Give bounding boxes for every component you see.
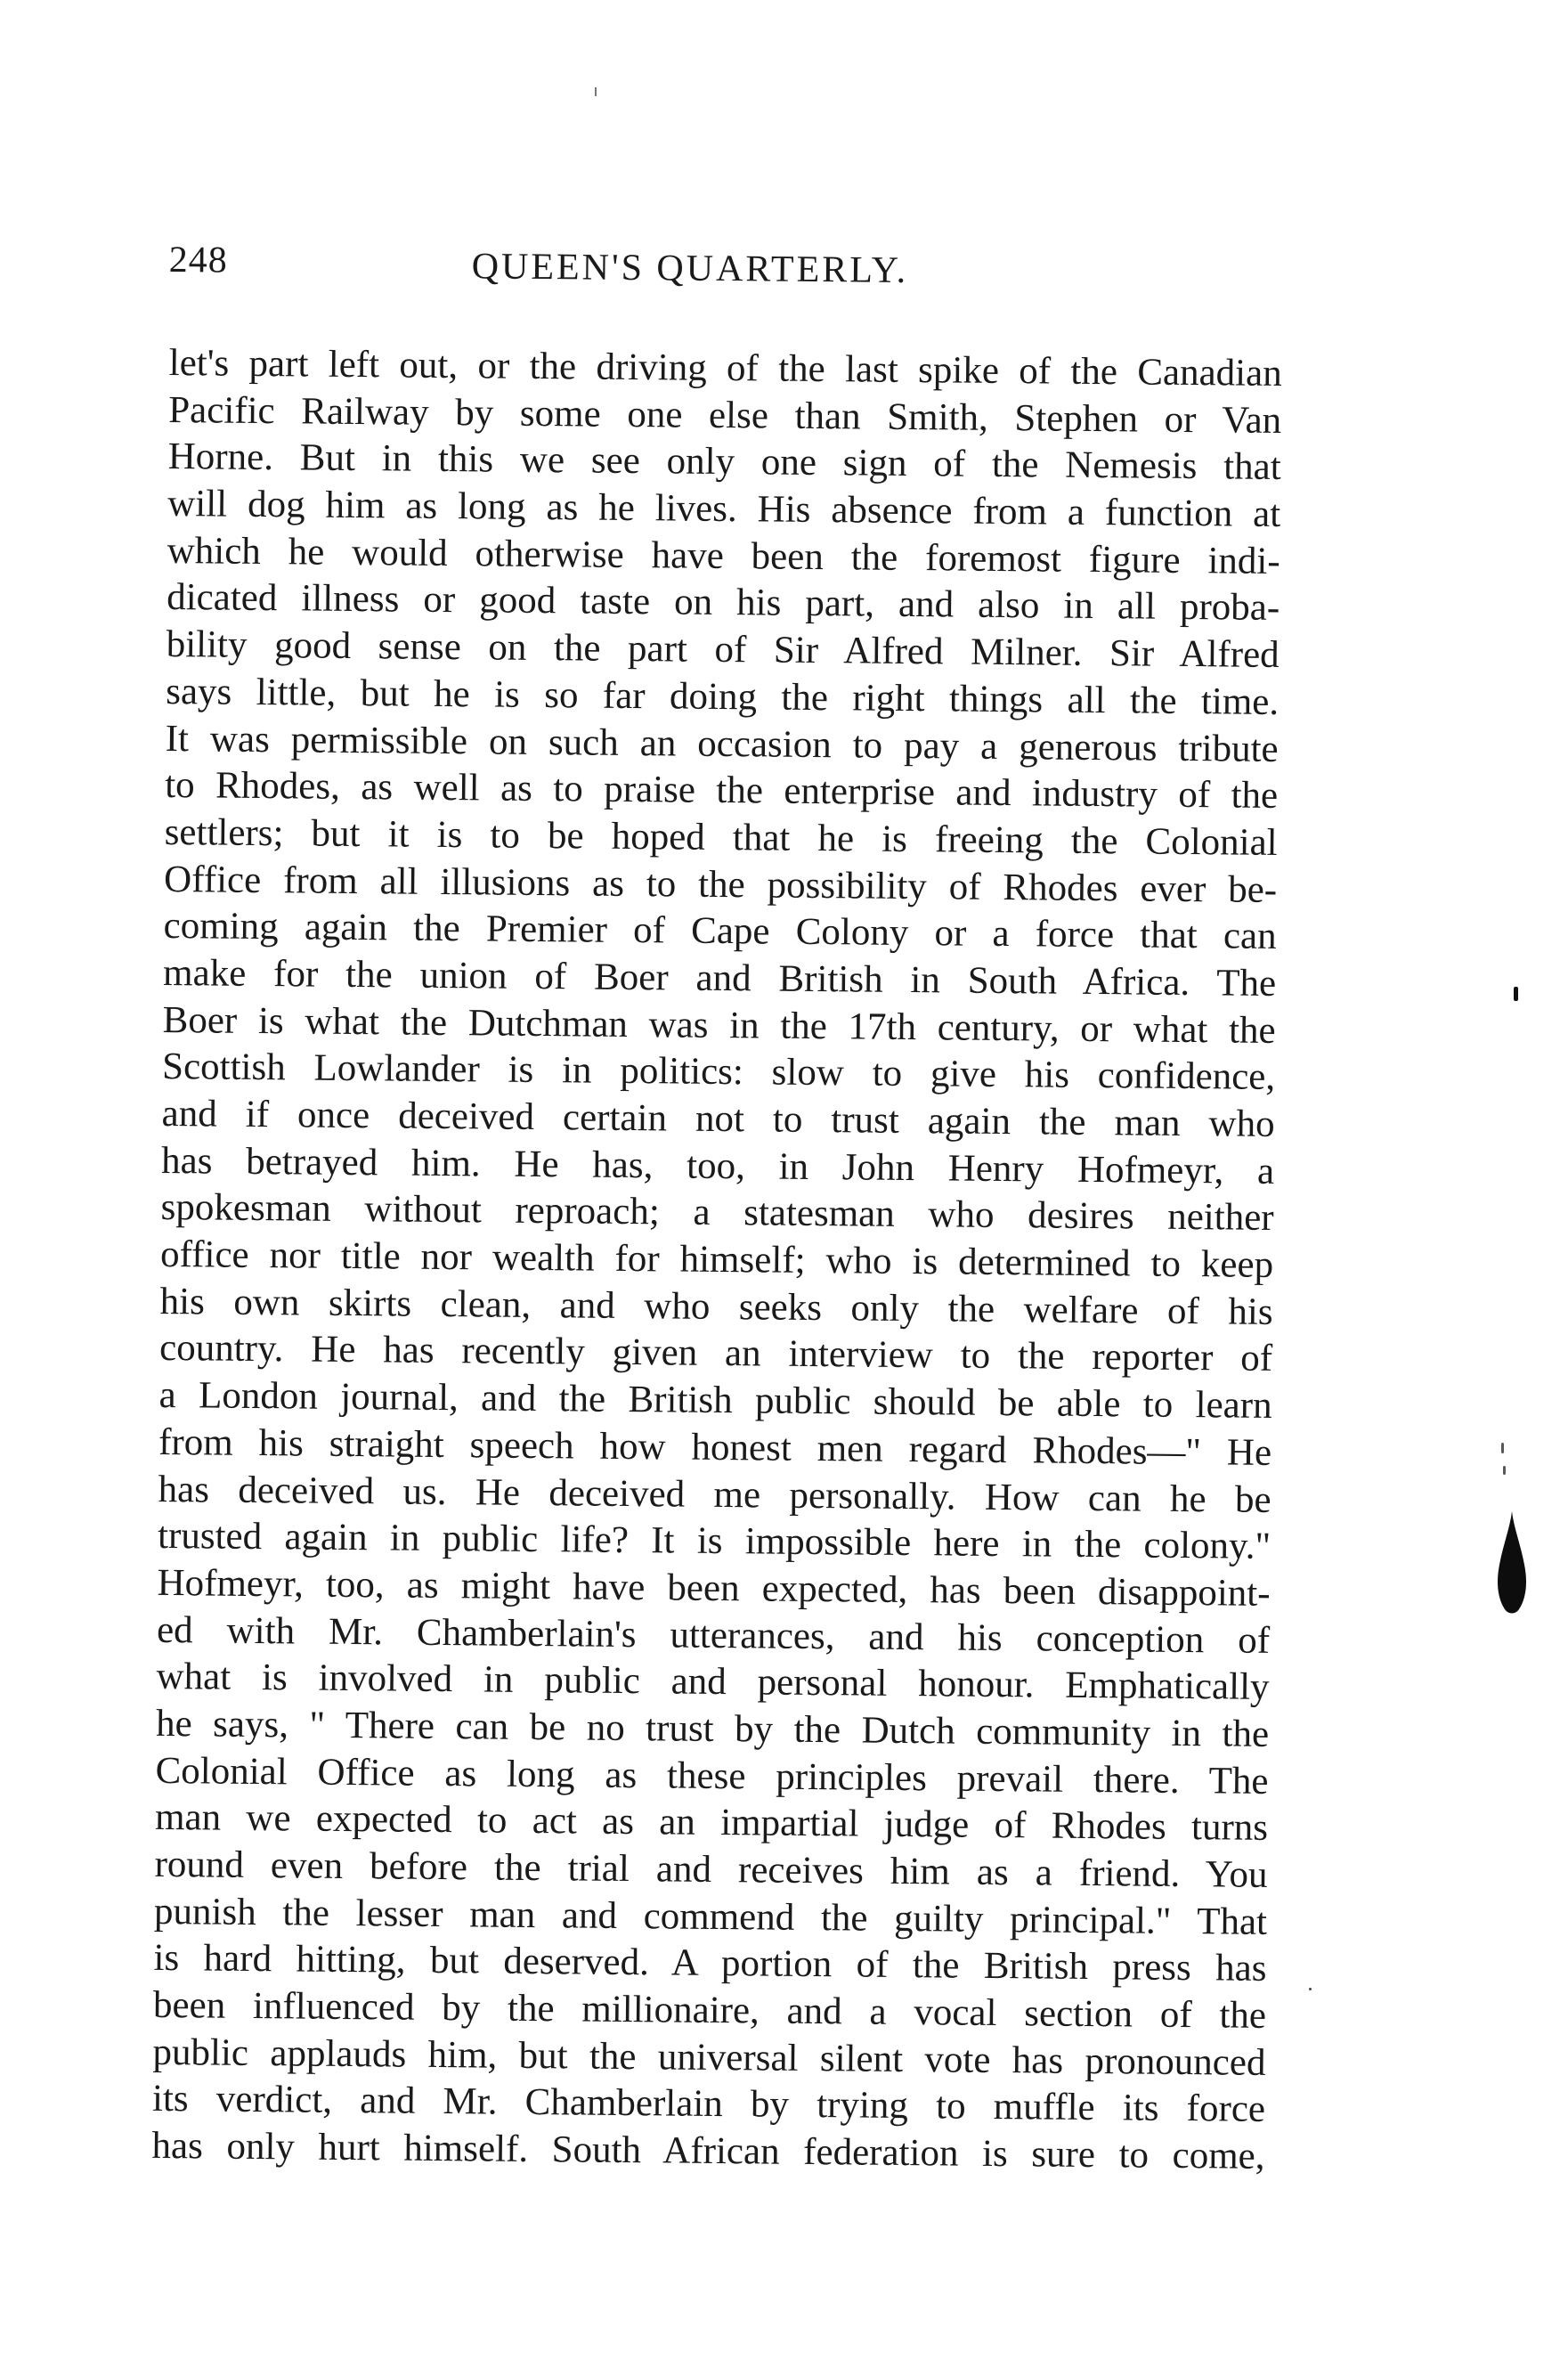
text-line: Scottish Lowlander is in politics: slow to give his confidence,: [161, 1046, 1276, 1099]
text-line: bility good sense on the part of Sir Alfred Milner. Sir Alfred: [166, 623, 1280, 677]
text-line: ed with Mr. Chamberlain's utterances, and his conception of: [156, 1608, 1271, 1662]
text-line: trusted again in public life? It is impossible here in the colony.": [157, 1515, 1271, 1568]
text-line: his own skirts clean, and who seeks only the welfare of his: [159, 1280, 1273, 1333]
scan-speck: [595, 87, 597, 96]
page-number: 248: [168, 239, 228, 281]
text-line: public applauds him, but the universal silent vote has pronounced: [152, 2030, 1266, 2084]
text-line: Boer is what the Dutchman was in the 17th century, or what the: [162, 998, 1276, 1052]
text-line: Hofmeyr, too, as might have been expected, has been disappoint-: [157, 1561, 1271, 1615]
text-line: let's part left out, or the driving of the last spike of the Canadian: [168, 341, 1282, 395]
text-line: been influenced by the millionaire, and a vocal section of the: [152, 1983, 1267, 2037]
margin-mark: [1514, 987, 1518, 1001]
text-line: office nor title nor wealth for himself; who is determined to keep: [159, 1233, 1274, 1287]
text-line: Colonial Office as long as these principles prevail there. The: [155, 1749, 1269, 1803]
text-line: has betrayed him. He has, too, in John Henry Hofmeyr, a: [160, 1139, 1275, 1192]
text-line: make for the union of Boer and British in South Africa. The: [162, 951, 1277, 1005]
text-line: man we expected to act as an impartial judge of Rhodes turns: [154, 1796, 1269, 1850]
text-line: dicated illness or good taste on his part, and also in all proba-: [167, 576, 1280, 630]
text-line: is hard hitting, but deserved. A portion of the British press has: [153, 1937, 1267, 1990]
text-line: country. He has recently given an interview to the reporter of: [158, 1327, 1273, 1380]
text-line: coming again the Premier of Cape Colony or a force that can: [163, 905, 1277, 958]
text-line: has deceived us. He deceived me personally. How can he be: [158, 1468, 1271, 1521]
ink-blot-icon: [1494, 1510, 1530, 1616]
text-line: what is involved in public and personal honour. Emphatically: [156, 1656, 1270, 1709]
text-line: its verdict, and Mr. Chamberlain by trying to muffle its force: [151, 2078, 1266, 2131]
text-line: from his straight speech how honest men regard Rhodes—" He: [158, 1420, 1272, 1474]
text-line: punish the lesser man and commend the guilty principal." That: [153, 1890, 1268, 1943]
text-line: Pacific Railway by some one else than Smith, Stephen or Van: [168, 388, 1282, 442]
text-line: round even before the trial and receives him as a friend. You: [154, 1843, 1268, 1896]
text-line: he says, " There can be no trust by the Dutch community in the: [155, 1702, 1270, 1755]
text-line: and if once deceived certain not to trust again the man who: [161, 1092, 1275, 1145]
body-text: [151, 340, 1282, 2181]
text-line: It was permissible on such an occasion to pay a generous tribute: [165, 717, 1279, 770]
text-line: will dog him as long as he lives. His absence from a function at: [167, 483, 1281, 536]
scan-speck: [1309, 1988, 1312, 1990]
text-line: to Rhodes, as well as to praise the enterprise and industry of the: [164, 764, 1279, 818]
page-header: [168, 239, 1282, 303]
text-line: has only hurt himself. South African federation is sure to come,: [151, 2125, 1265, 2178]
text-line: which he would otherwise have been the foremost figure indi-: [167, 529, 1280, 582]
text-line: Office from all illusions as to the possibility of Rhodes ever be-: [163, 858, 1278, 911]
margin-mark: [1503, 1466, 1506, 1475]
text-line: a London journal, and the British public should be able to learn: [158, 1374, 1272, 1428]
text-line: Horne. But in this we see only one sign of the Nemesis that: [167, 435, 1281, 489]
text-line: spokesman without reproach; a statesman who desires neither: [160, 1186, 1274, 1240]
text-line: says little, but he is so far doing the right things all the time.: [165, 670, 1280, 723]
margin-mark: [1501, 1443, 1504, 1453]
running-head: QUEEN'S QUARTERLY.: [471, 246, 909, 291]
text-line: settlers; but it is to be hoped that he is freeing the Colonial: [164, 810, 1278, 864]
